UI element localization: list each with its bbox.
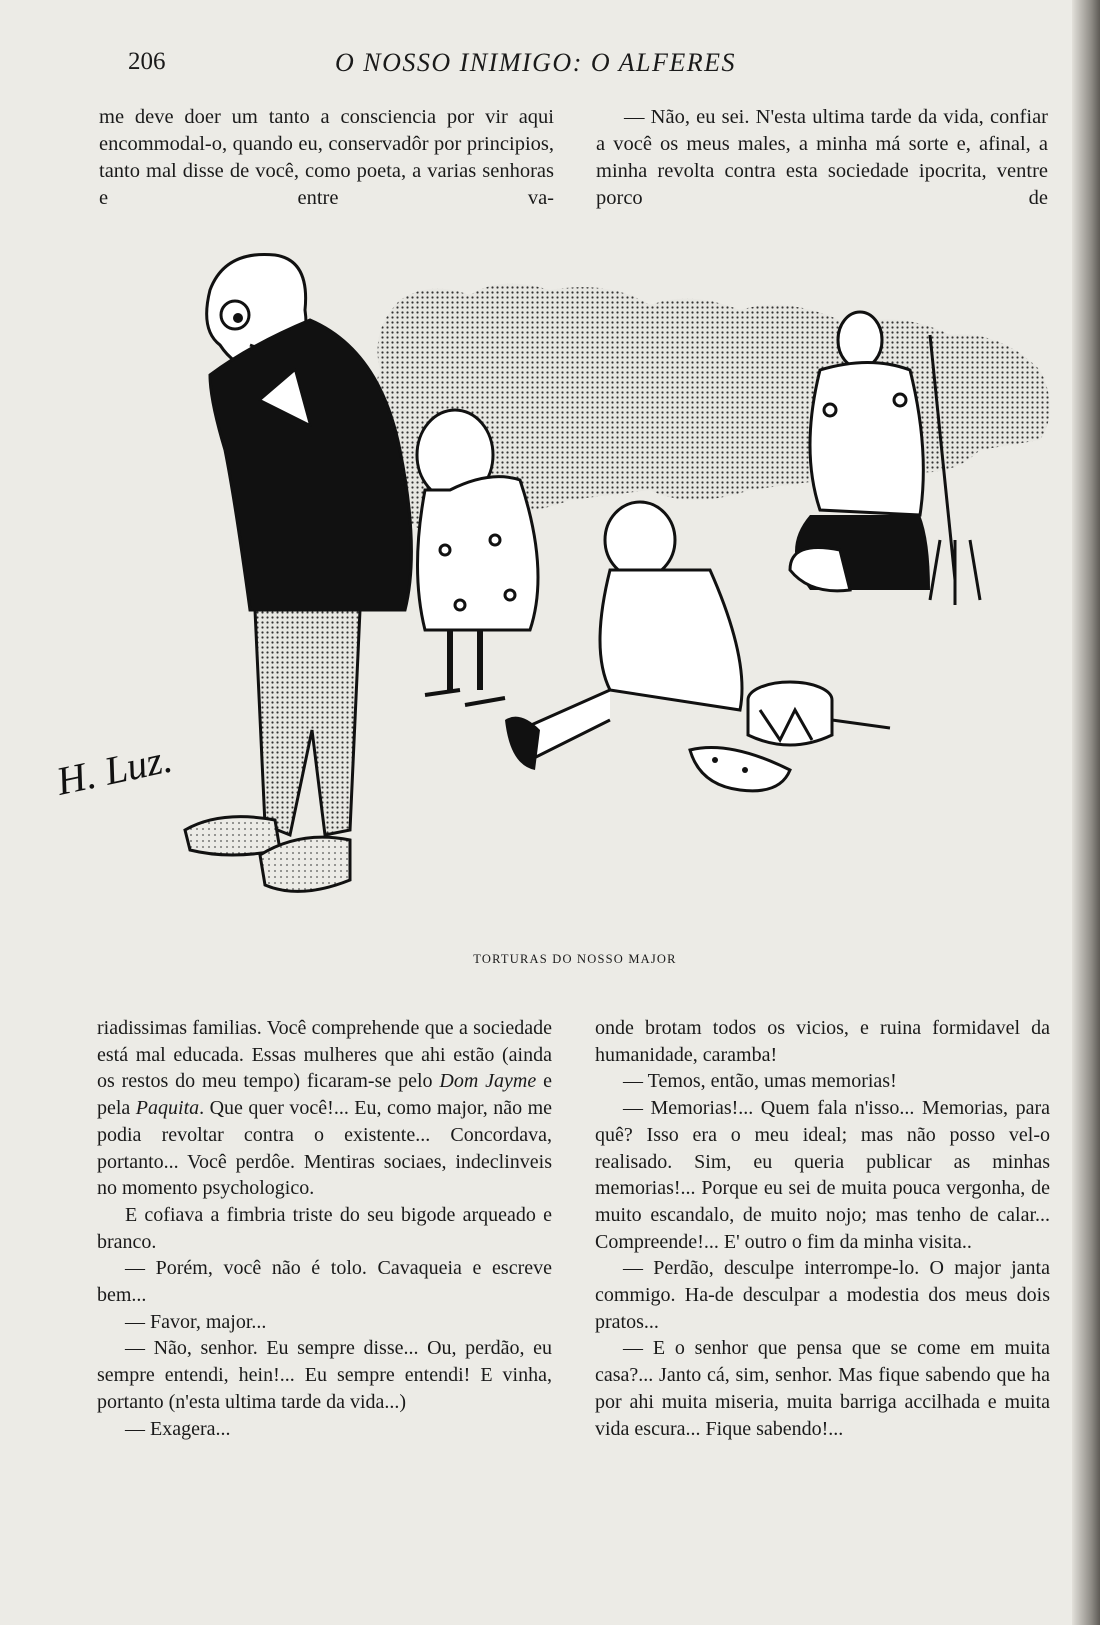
artist-signature: H. Luz. bbox=[52, 735, 177, 804]
running-title: O NOSSO INIMIGO: O ALFERES bbox=[335, 48, 737, 77]
text-run: e pela bbox=[97, 1070, 552, 1120]
column-bottom-right bbox=[595, 1015, 1050, 1442]
page-header bbox=[0, 46, 1100, 86]
paragraph: — Perdão, desculpe interrompe-lo. O major janta commigo. Ha-de desculpar a modestia dos meus dois pratos... bbox=[595, 1257, 1050, 1333]
paragraph: — Temos, então, umas memorias! bbox=[623, 1070, 897, 1093]
column-top-left bbox=[99, 104, 554, 212]
paragraph: — Não, senhor. Eu sempre disse... Ou, perdão, eu sempre entendi, hein!... Eu sempre entendi! E vinha, portanto (n'esta ultima tarde da vida...) bbox=[97, 1337, 552, 1413]
column-bottom-left bbox=[97, 1015, 552, 1442]
paragraph bbox=[97, 1015, 552, 1202]
child-sitting-figure bbox=[505, 502, 742, 770]
paragraph: me deve doer um tanto a consciencia por vir aqui encommodal-o, quando eu, conservadôr por principios, tanto mal disse de você, como poeta, a varias senhoras e entre va- bbox=[99, 106, 554, 209]
paragraph: — Memorias!... Quem fala n'isso... Memorias, para quê? Isso era o meu ideal; mas não posso vel-o realisado. Sim, eu queria publicar as minhas memorias!... Porque eu sei de muita pouca vergonha, de muito escandalo, de muito nojo; mas tenho de calar... Compreende!... E' outro o fim da minha visita.. bbox=[595, 1097, 1050, 1253]
text-run: riadissimas familias. Você comprehende que a sociedade está mal educada. Essas mulheres que ahi estão (ainda os restos do meu tempo) ficaram-se pelo bbox=[97, 1017, 552, 1093]
text-run: . Que quer você!... Eu, como major, não me podia revoltar contra o existente... Concordava, portanto... Você perdôe. Mentiras sociaes, indeclinveis no momento psychologico. bbox=[97, 1097, 553, 1200]
paragraph: E cofiava a fimbria triste do seu bigode arqueado e branco. bbox=[97, 1203, 552, 1253]
old-major-figure bbox=[185, 254, 411, 891]
paragraph: — Porém, você não é tolo. Cavaqueia e escreve bem... bbox=[97, 1257, 552, 1307]
paragraph: — E o senhor que pensa que se come em muita casa?... Janto cá, sim, senhor. Mas fique sabendo que ha por ahi muita miseria, muita barriga accilhada e muita vida escura... Fique sabendo!... bbox=[595, 1337, 1050, 1440]
page-number: 206 bbox=[128, 48, 166, 75]
paragraph: onde brotam todos os vicios, e ruina formidavel da humanidade, caramba! bbox=[595, 1017, 1050, 1066]
paragraph: — Exagera... bbox=[125, 1417, 231, 1440]
paragraph: — Favor, major... bbox=[125, 1310, 267, 1333]
paragraph: — Não, eu sei. N'esta ultima tarde da vida, confiar a você os meus males, a minha má sorte e, afinal, a minha revolta contra esta sociedade ipocrita, ventre porco de bbox=[596, 106, 1048, 209]
illustration-tortures-of-major bbox=[50, 250, 1080, 950]
column-top-right bbox=[596, 104, 1048, 212]
italic-title: Dom Jayme bbox=[439, 1070, 537, 1093]
illustration-caption: TORTURAS DO NOSSO MAJOR bbox=[473, 952, 677, 966]
italic-title: Paquita bbox=[135, 1097, 200, 1120]
